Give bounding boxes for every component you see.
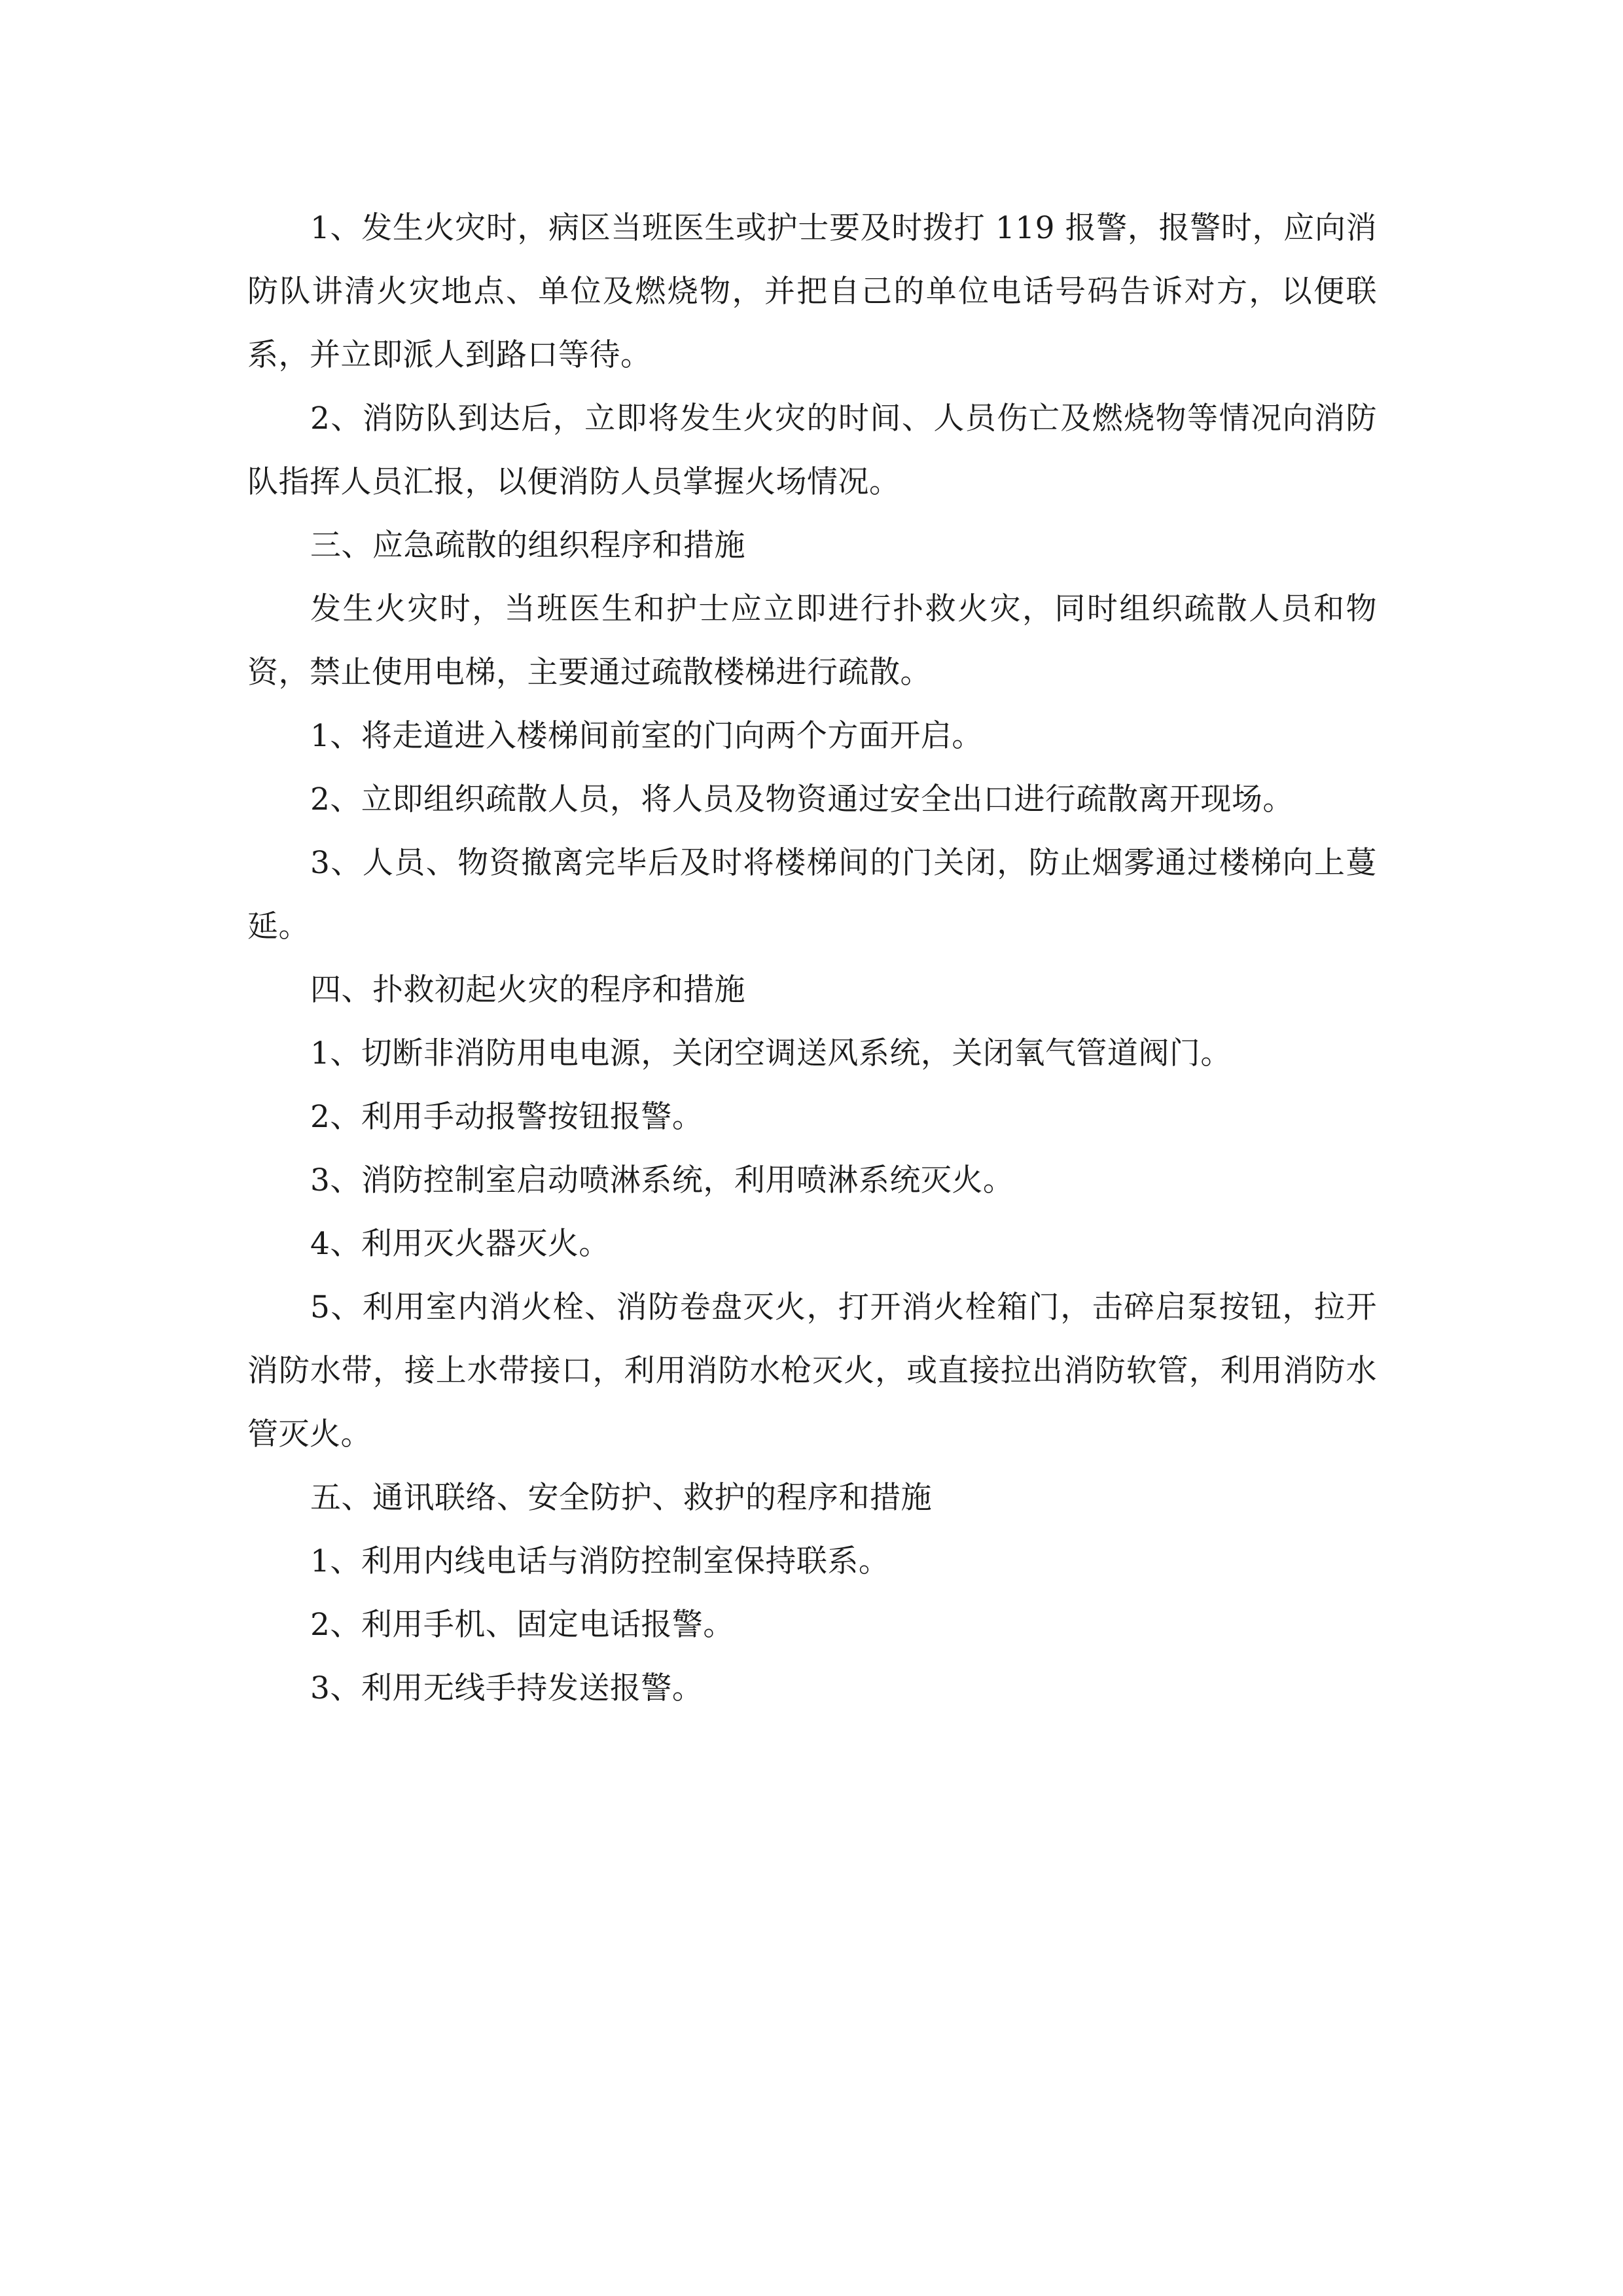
paragraph-fire-brigade-arrival: 2、消防队到达后，立即将发生火灾的时间、人员伤亡及燃烧物等情况向消防队指挥人员汇报，以便消防人员掌握火场情况。 bbox=[247, 401, 1377, 500]
paragraph-firefighting-step-3: 3、消防控制室启动喷淋系统，利用喷淋系统灭火。 bbox=[310, 1162, 1014, 1198]
paragraph-evacuation-step-3: 3、人员、物资撤离完毕后及时将楼梯间的门关闭，防止烟雾通过楼梯向上蔓延。 bbox=[247, 845, 1377, 944]
paragraph-report-fire: 1、发生火灾时，病区当班医生或护士要及时拨打 119 报警，报警时，应向消防队讲清火灾地点、单位及燃烧物，并把自己的单位电话号码告诉对方，以便联系，并立即派人到路口等待。 bbox=[247, 210, 1377, 373]
paragraph-firefighting-step-1: 1、切断非消防用电电源，关闭空调送风系统，关闭氧气管道阀门。 bbox=[310, 1035, 1232, 1071]
paragraph-communication-step-1: 1、利用内线电话与消防控制室保持联系。 bbox=[310, 1543, 890, 1579]
paragraph-communication-step-2: 2、利用手机、固定电话报警。 bbox=[310, 1607, 734, 1643]
paragraph-evacuation-intro: 发生火灾时，当班医生和护士应立即进行扑救火灾，同时组织疏散人员和物资，禁止使用电梯，主要通过疏散楼梯进行疏散。 bbox=[247, 591, 1377, 691]
paragraph-firefighting-step-4: 4、利用灭火器灭火。 bbox=[310, 1226, 610, 1262]
paragraph-communication-step-3: 3、利用无线手持发送报警。 bbox=[310, 1670, 704, 1706]
paragraph-evacuation-step-2: 2、立即组织疏散人员，将人员及物资通过安全出口进行疏散离开现场。 bbox=[310, 781, 1294, 817]
paragraph-firefighting-step-5: 5、利用室内消火栓、消防卷盘灭火，打开消火栓箱门，击碎启泵按钮，拉开消防水带，接上水带接口，利用消防水枪灭火，或直接拉出消防软管，利用消防水管灭火。 bbox=[247, 1289, 1377, 1452]
document-body bbox=[247, 196, 1377, 1720]
section-heading-initial-firefighting: 四、扑救初起火灾的程序和措施 bbox=[310, 972, 745, 1008]
section-heading-evacuation: 三、应急疏散的组织程序和措施 bbox=[310, 528, 745, 564]
paragraph-firefighting-step-2: 2、利用手动报警按钮报警。 bbox=[310, 1099, 704, 1135]
section-heading-communication: 五、通讯联络、安全防护、救护的程序和措施 bbox=[310, 1480, 932, 1516]
paragraph-evacuation-step-1: 1、将走道进入楼梯间前室的门向两个方面开启。 bbox=[310, 718, 983, 754]
